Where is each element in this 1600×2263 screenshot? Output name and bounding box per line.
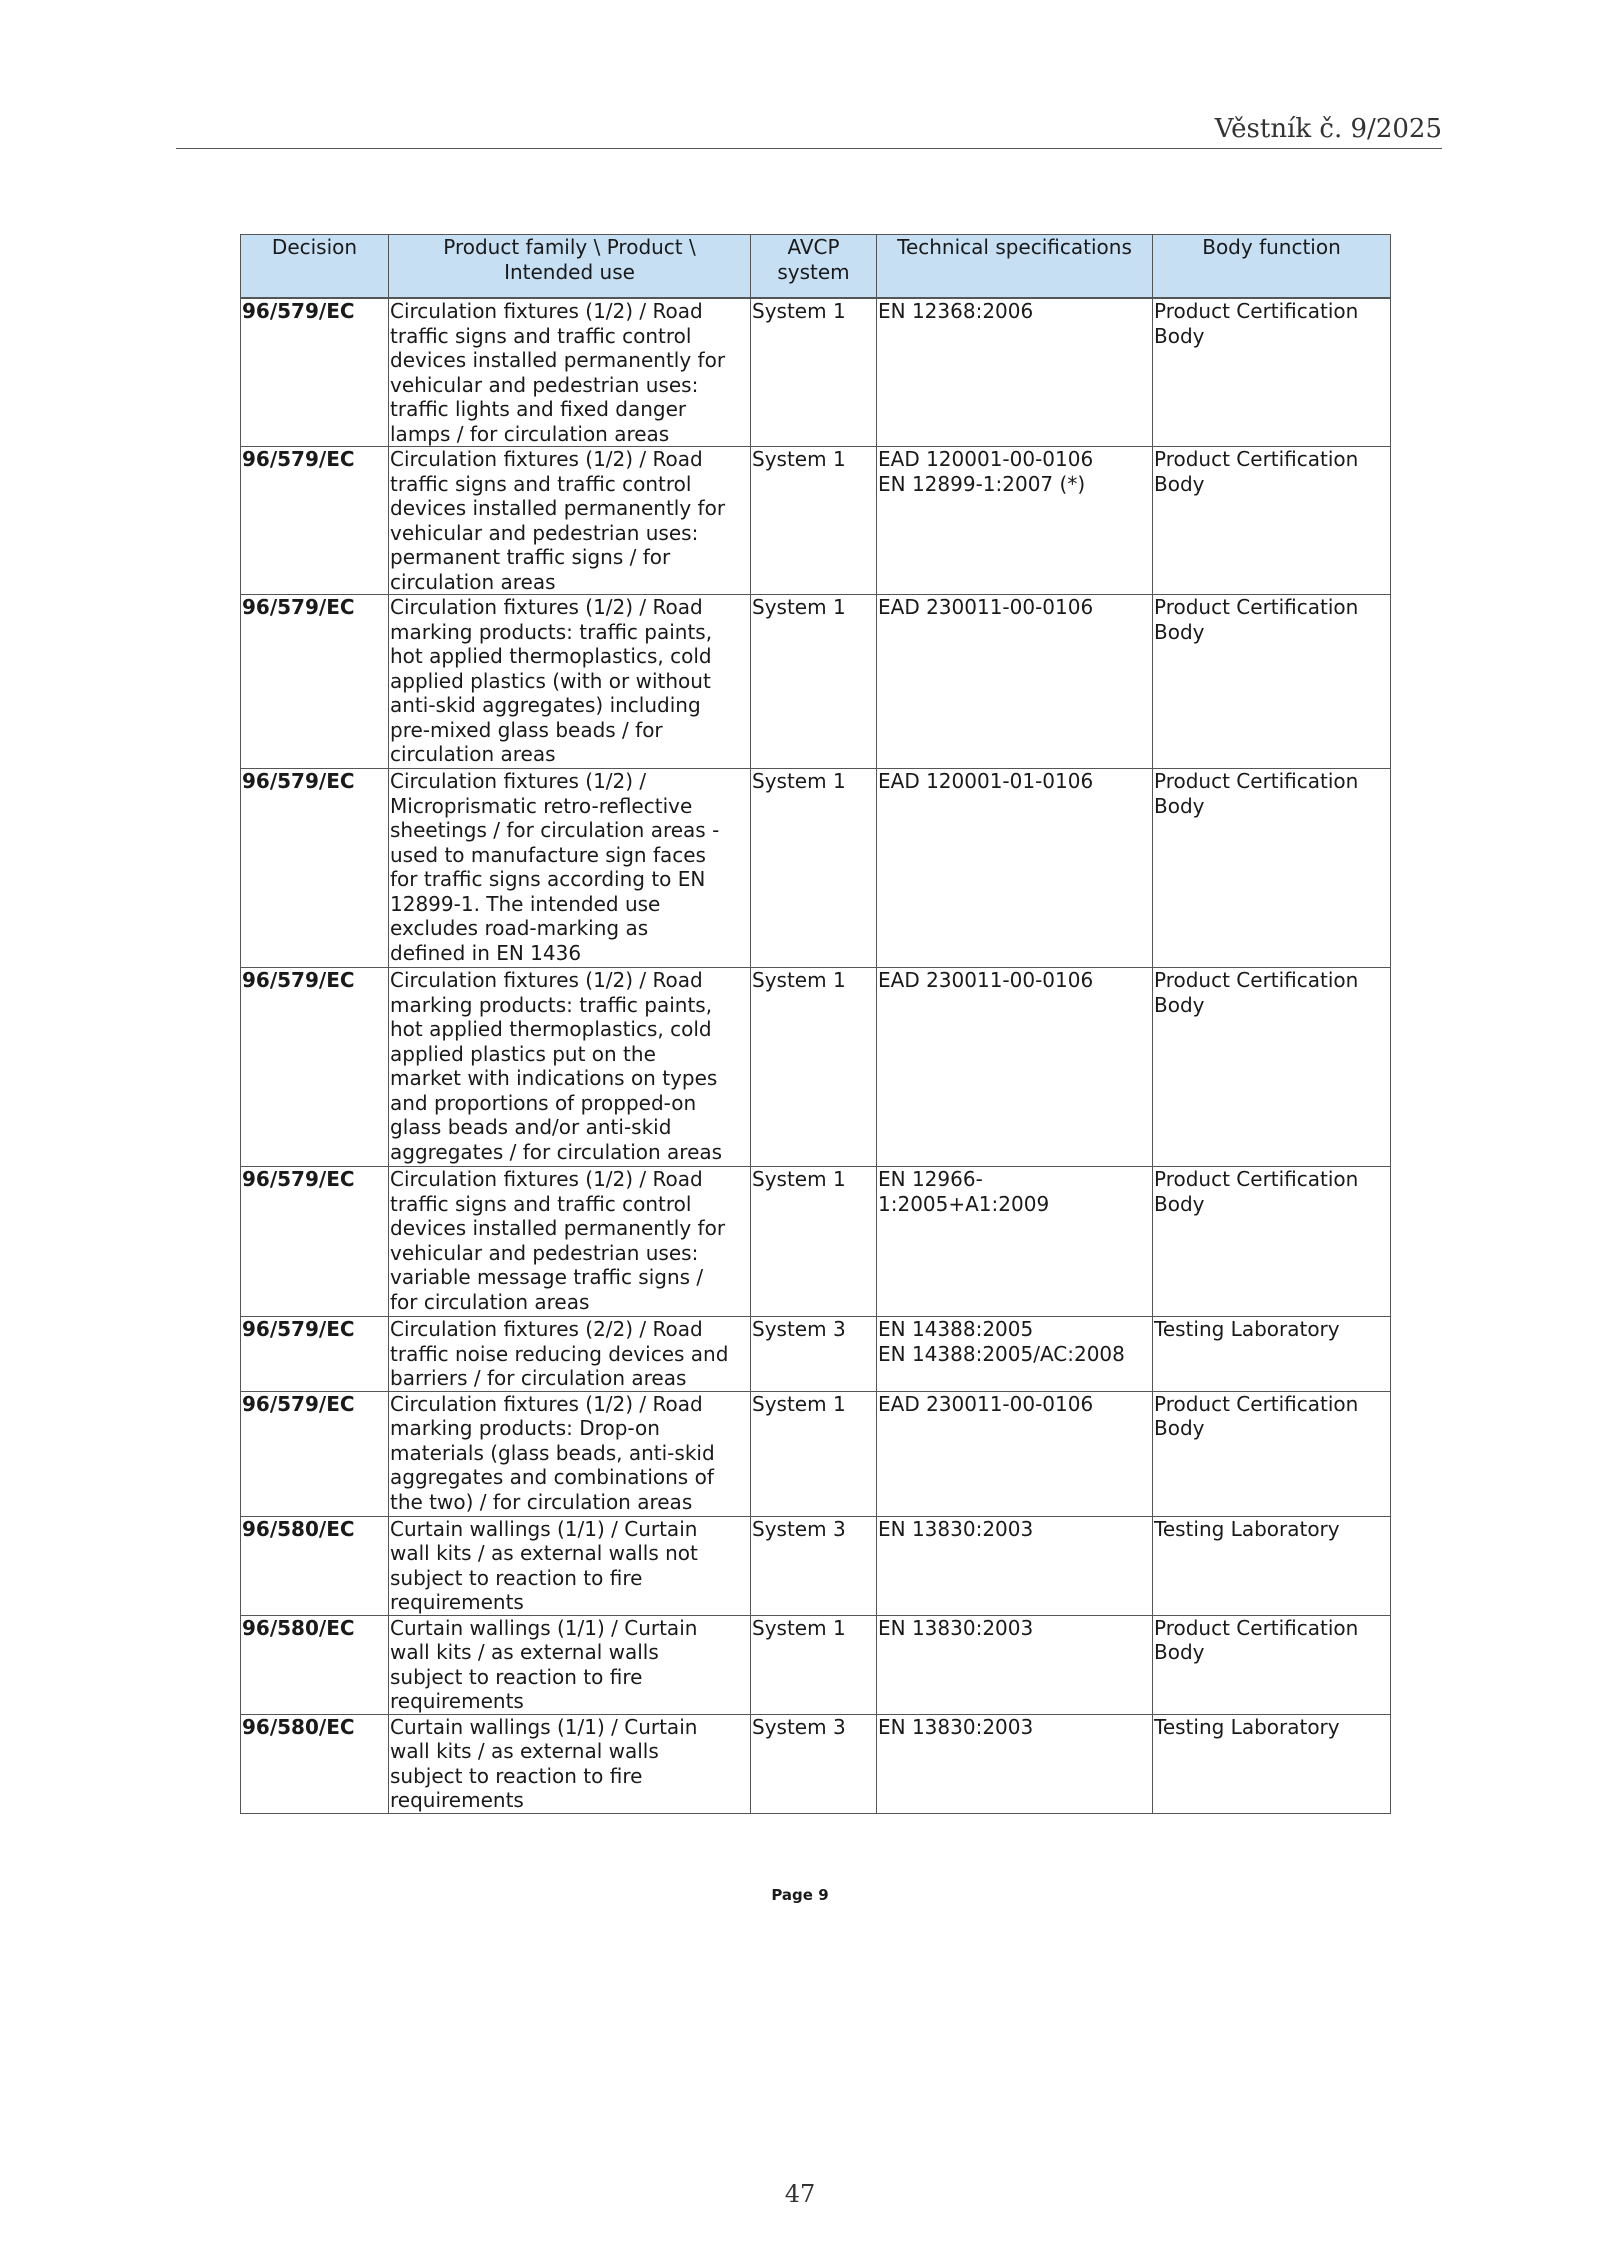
avcp-cell: System 1 (751, 968, 877, 1167)
table-row (241, 447, 1391, 595)
body-cell: Product Certification Body (1153, 1615, 1391, 1714)
column-header-body: Body function (1153, 235, 1391, 298)
avcp-cell: System 3 (751, 1516, 877, 1615)
specs-cell: EN 13830:2003 (877, 1615, 1153, 1714)
table-row (241, 1167, 1391, 1317)
decision-cell: 96/579/EC (241, 1167, 389, 1317)
table-row (241, 1317, 1391, 1392)
avcp-cell: System 3 (751, 1714, 877, 1813)
product-cell: Circulation fixtures (1/2) / Road traffic signs and traffic control devices installed permanently for vehicular and pedestrian uses: variable message traffic signs / for circulation areas (389, 1167, 751, 1317)
table-row (241, 299, 1391, 447)
product-table (240, 234, 1391, 1814)
specs-cell: EAD 120001-01-0106 (877, 769, 1153, 968)
product-cell: Curtain wallings (1/1) / Curtain wall kits / as external walls subject to reaction to fire requirements (389, 1615, 751, 1714)
table-row (241, 1615, 1391, 1714)
table-row (241, 1714, 1391, 1813)
product-cell: Circulation fixtures (1/2) / Road traffic signs and traffic control devices installed permanently for vehicular and pedestrian uses: permanent traffic signs / for circulation areas (389, 447, 751, 595)
specs-cell: EAD 230011-00-0106 (877, 968, 1153, 1167)
decision-cell: 96/579/EC (241, 1391, 389, 1516)
avcp-cell: System 1 (751, 447, 877, 595)
product-cell: Circulation fixtures (1/2) / Road marking products: traffic paints, hot applied thermoplastics, cold applied plastics (with or without anti-skid aggregates) including pre-mixed glass beads / for circulation areas (389, 595, 751, 769)
column-header-specs: Technical specifications (877, 235, 1153, 298)
specs-cell: EN 13830:2003 (877, 1516, 1153, 1615)
avcp-cell: System 1 (751, 1391, 877, 1516)
body-cell: Product Certification Body (1153, 769, 1391, 968)
product-cell: Circulation fixtures (2/2) / Road traffic noise reducing devices and barriers / for circulation areas (389, 1317, 751, 1392)
table-row (241, 1391, 1391, 1516)
table-row (241, 968, 1391, 1167)
page-label: Page 9 (771, 1886, 829, 1904)
specs-cell: EAD 230011-00-0106 (877, 1391, 1153, 1516)
body-cell: Product Certification Body (1153, 1391, 1391, 1516)
column-header-product: Product family \ Product \ Intended use (389, 235, 751, 298)
body-cell: Product Certification Body (1153, 968, 1391, 1167)
specs-cell: EAD 230011-00-0106 (877, 595, 1153, 769)
specs-cell: EN 13830:2003 (877, 1714, 1153, 1813)
page-number: 47 (784, 2180, 816, 2208)
body-cell: Product Certification Body (1153, 447, 1391, 595)
specs-cell: EN 12966- 1:2005+A1:2009 (877, 1167, 1153, 1317)
body-cell: Testing Laboratory (1153, 1516, 1391, 1615)
product-cell: Curtain wallings (1/1) / Curtain wall kits / as external walls not subject to reaction to fire requirements (389, 1516, 751, 1615)
avcp-cell: System 1 (751, 299, 877, 447)
decision-cell: 96/579/EC (241, 769, 389, 968)
column-header-avcp: AVCP system (751, 235, 877, 298)
decision-cell: 96/579/EC (241, 299, 389, 447)
specs-cell: EN 12368:2006 (877, 299, 1153, 447)
specs-cell: EN 14388:2005 EN 14388:2005/AC:2008 (877, 1317, 1153, 1392)
avcp-cell: System 1 (751, 769, 877, 968)
product-cell: Circulation fixtures (1/2) / Microprismatic retro-reflective sheetings / for circulation areas - used to manufacture sign faces for traffic signs according to EN 12899-1. The intended use excludes road-marking as defined in EN 1436 (389, 769, 751, 968)
journal-header (176, 108, 1442, 149)
decision-cell: 96/579/EC (241, 968, 389, 1167)
decision-cell: 96/580/EC (241, 1516, 389, 1615)
product-cell: Curtain wallings (1/1) / Curtain wall kits / as external walls subject to reaction to fire requirements (389, 1714, 751, 1813)
decision-cell: 96/579/EC (241, 1317, 389, 1392)
avcp-cell: System 1 (751, 1167, 877, 1317)
specs-cell: EAD 120001-00-0106 EN 12899-1:2007 (*) (877, 447, 1153, 595)
table-row (241, 1516, 1391, 1615)
table-row (241, 595, 1391, 769)
avcp-cell: System 3 (751, 1317, 877, 1392)
product-cell: Circulation fixtures (1/2) / Road traffic signs and traffic control devices installed permanently for vehicular and pedestrian uses: traffic lights and fixed danger lamps / for circulation areas (389, 299, 751, 447)
product-cell: Circulation fixtures (1/2) / Road marking products: traffic paints, hot applied thermoplastics, cold applied plastics put on the market with indications on types and proportions of propped-on glass beads and/or anti-skid aggregates / for circulation areas (389, 968, 751, 1167)
body-cell: Product Certification Body (1153, 1167, 1391, 1317)
decision-cell: 96/580/EC (241, 1714, 389, 1813)
body-cell: Testing Laboratory (1153, 1714, 1391, 1813)
table-header-row (241, 235, 1391, 298)
body-cell: Product Certification Body (1153, 299, 1391, 447)
column-header-decision: Decision (241, 235, 389, 298)
decision-cell: 96/579/EC (241, 595, 389, 769)
avcp-cell: System 1 (751, 595, 877, 769)
product-cell: Circulation fixtures (1/2) / Road marking products: Drop-on materials (glass beads, anti-skid aggregates and combinations of the two) / for circulation areas (389, 1391, 751, 1516)
avcp-cell: System 1 (751, 1615, 877, 1714)
decision-cell: 96/580/EC (241, 1615, 389, 1714)
decision-cell: 96/579/EC (241, 447, 389, 595)
table-row (241, 769, 1391, 968)
body-cell: Testing Laboratory (1153, 1317, 1391, 1392)
journal-title: Věstník č. 9/2025 (1214, 114, 1442, 144)
body-cell: Product Certification Body (1153, 595, 1391, 769)
